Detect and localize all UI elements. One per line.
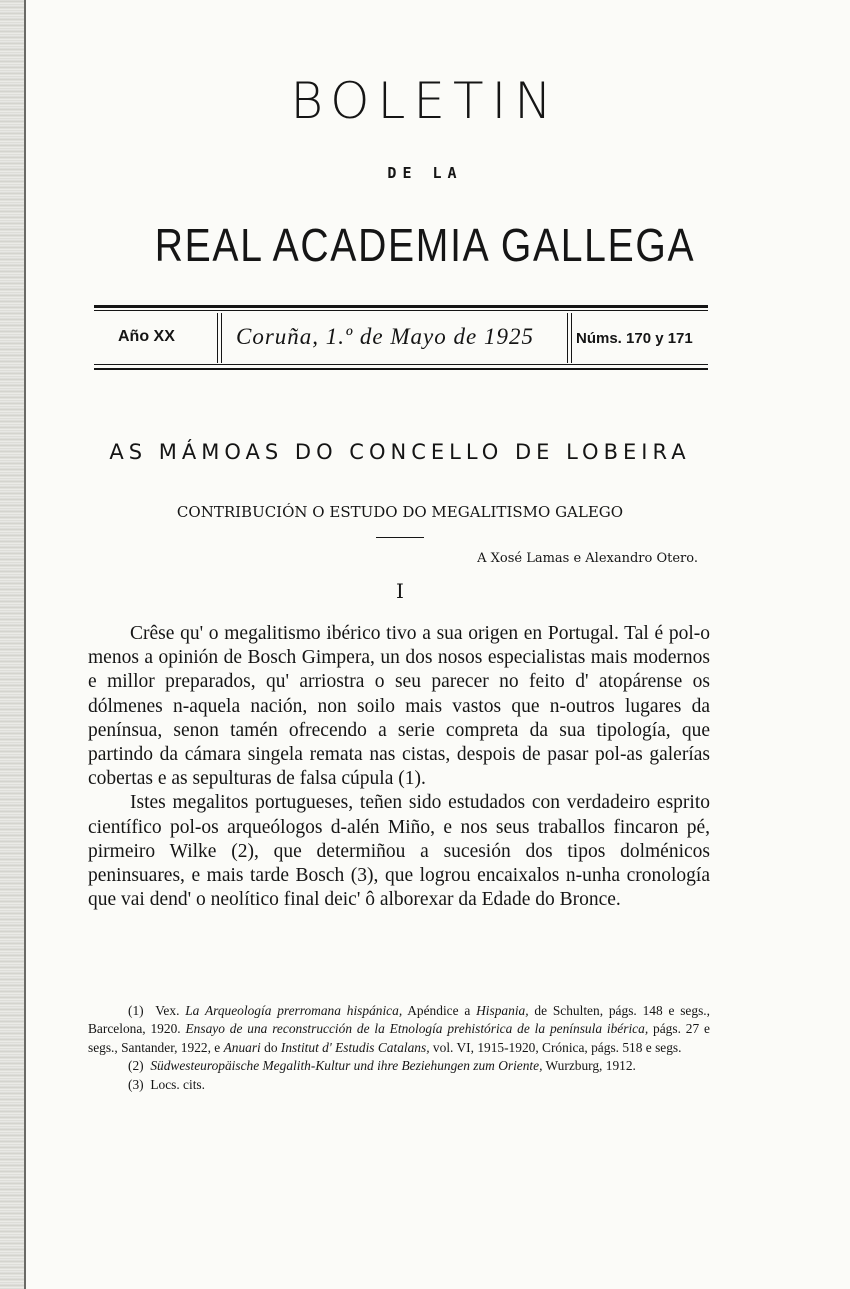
footnote-text: Wurzburg, 1912.	[542, 1058, 636, 1074]
footnote-title: Anuari	[223, 1039, 261, 1055]
subtitle-rule	[376, 537, 424, 538]
header-divider-left-2	[221, 313, 222, 363]
issue-date: Coruña, 1.º de Mayo de 1925	[236, 324, 534, 349]
footnote-text: págs. 27 e segs., Santander, 1922, e	[88, 1021, 710, 1055]
page-binding-edge	[0, 0, 24, 1289]
article-title: AS MÁMOAS DO CONCELLO DE LOBEIRA	[109, 440, 691, 464]
header-rule-bottom-thick	[94, 368, 708, 370]
issue-numbers: Núms. 170 y 171	[576, 330, 693, 347]
footnote-2	[88, 1057, 710, 1075]
section-number: I	[396, 579, 404, 603]
footnote-text: Locs. cits.	[150, 1076, 205, 1092]
footnote-title: Ensayo de una reconstrucción de la Etnología prehistórica de la península ibérica,	[185, 1021, 649, 1037]
header-rule-bottom-thin	[94, 364, 708, 365]
footnote-title: Institut d' Estudis Catalans,	[280, 1039, 430, 1055]
body-paragraph: Crêse qu' o megalitismo ibérico tivo a sua origen en Portugal. Tal é pol-o menos a opinión de Bosch Gimpera, un dos nosos especialistas mais modernos e millor preparados, qu' arriostra o seu parecer no feito d' atopárense os dólmenes n-aquela nación, non soilo mais vastos que n-outros lugares da penínsua, senon tamén ofrecendo a serie compreta da sua tipología, que partindo da cámara singela remata nas cistas, despois de pasar pol-as galerías cobertas e as sepulturas de falsa cúpula (1).	[88, 623, 710, 790]
bulletin-de-la: DE LA	[387, 164, 463, 182]
footnote-text: Apéndice a	[402, 1003, 477, 1018]
binding-shadow-line	[24, 0, 26, 1289]
header-rule-top-thin	[94, 310, 708, 311]
footnote-1	[88, 1002, 710, 1057]
footnote-text: de Schulten, págs. 148 e segs., Barcelona, 1920.	[88, 1003, 710, 1037]
footnote-marker: (1)	[128, 1003, 144, 1018]
academy-name: REAL ACADEMIA GALLEGA	[154, 219, 696, 271]
bulletin-title: BOLETIN	[290, 72, 560, 130]
body-paragraph: Istes megalitos portugueses, teñen sido estudados con verdadeiro esprito científico pol-os arqueólogos d-alén Miño, e nos seus traballos fincaron pé, pirmeiro Wilke (2), que determiñou a sucesión dos tipos dolménicos peninsuares, e mais tarde Bosch (3), que logrou encaixalos n-unha cronología que vai dend' o neolítico final deic' ô alborexar da Edade do Bronce.	[88, 792, 710, 911]
header-divider-right-1	[567, 313, 568, 363]
footnotes	[88, 1002, 710, 1094]
footnote-title: La Arqueología prerromana hispánica,	[185, 1003, 403, 1018]
header-divider-right-2	[571, 313, 572, 363]
footnote-3	[88, 1076, 710, 1094]
footnote-title: Hispania,	[476, 1003, 529, 1018]
header-rule-top-thick	[94, 305, 708, 308]
article-subtitle: CONTRIBUCIÓN O ESTUDO DO MEGALITISMO GALEGO	[176, 503, 624, 521]
footnote-text: do	[260, 1039, 281, 1055]
footnote-text: Vex.	[155, 1003, 186, 1018]
footnote-title: Südwesteuropäische Megalith-Kultur und ihre Beziehungen zum Oriente,	[150, 1058, 543, 1074]
header-divider-left-1	[217, 313, 218, 363]
footnote-marker: (3)	[128, 1076, 144, 1092]
footnote-marker: (2)	[128, 1058, 144, 1074]
footnote-text: vol. VI, 1915-1920, Crónica, págs. 518 e segs.	[429, 1039, 682, 1055]
article-body	[88, 622, 710, 912]
article-dedication: A Xosé Lamas e Alexandro Otero.	[477, 551, 698, 566]
issue-year: Año XX	[118, 328, 175, 345]
